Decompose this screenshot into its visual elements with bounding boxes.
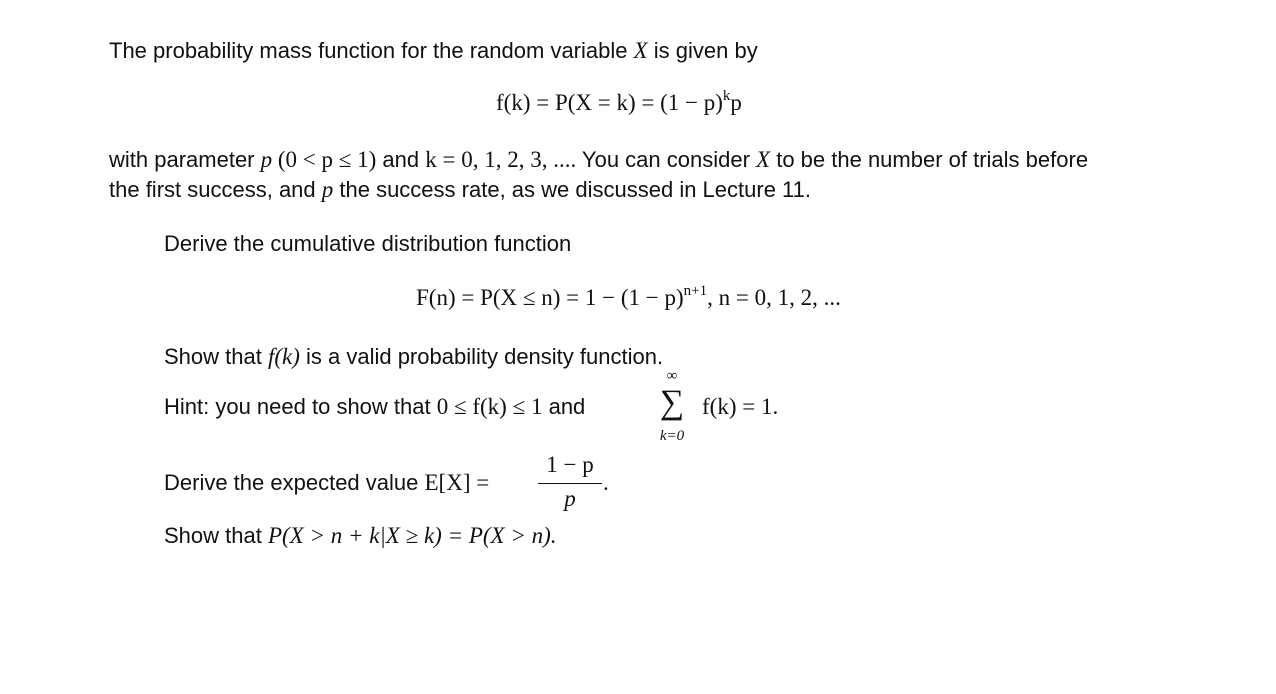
hint-line xyxy=(164,394,585,420)
parameters-line-2 xyxy=(109,177,811,203)
fraction-denominator: p xyxy=(564,486,576,511)
q3-period xyxy=(603,470,609,496)
variable-x-2: X xyxy=(756,147,771,172)
sum-upper-limit: ∞ xyxy=(666,368,678,384)
question-expected-value xyxy=(164,470,489,496)
k-values: k = 0, 1, 2, 3, .... xyxy=(425,147,577,172)
sum-rhs-text: f(k) = 1. xyxy=(702,394,779,419)
param-p: p xyxy=(260,147,273,172)
params2-text-a: the first success, and xyxy=(109,177,322,202)
param-condition: (0 < p ≤ 1) xyxy=(272,147,377,172)
pmf-equation xyxy=(496,90,742,116)
hint-inequality: 0 ≤ f(k) ≤ 1 xyxy=(436,394,543,419)
params-text-d: to be the number of trials before xyxy=(770,147,1089,172)
question-cdf-text: Derive the cumulative distribution function xyxy=(164,231,572,256)
pmf-tail: p xyxy=(730,90,742,115)
sum-symbol: ∑ xyxy=(659,384,685,421)
q3-text-a: Derive the expected value xyxy=(164,470,425,495)
intro-text xyxy=(109,38,758,64)
cdf-exponent: n+1 xyxy=(683,283,708,299)
params-text-a: with parameter xyxy=(109,147,261,172)
param-p-2: p xyxy=(321,177,334,202)
sum-lower-limit: k=0 xyxy=(659,428,685,444)
q2-f-of-k: f(k) xyxy=(267,344,300,369)
intro-text-b: is given by xyxy=(647,38,758,63)
params2-text-b: the success rate, as we discussed in Lecture 11. xyxy=(333,177,811,202)
q2-text-a: Show that xyxy=(164,344,268,369)
parameters-line-1 xyxy=(109,147,1088,173)
expected-value-lhs: E[X] = xyxy=(424,470,490,495)
q2-text-b: is a valid probability density function. xyxy=(299,344,664,369)
question-cdf xyxy=(164,231,571,257)
cdf-lhs: F(n) = P(X ≤ n) = 1 − (1 − p) xyxy=(416,285,684,310)
memoryless-expression: P(X > n + k|X ≥ k) = P(X > n). xyxy=(267,523,557,548)
hint-text-a: Hint: you need to show that xyxy=(164,394,437,419)
cdf-rhs: , n = 0, 1, 2, ... xyxy=(707,285,841,310)
hint-text-b: and xyxy=(542,394,586,419)
variable-x: X xyxy=(633,38,648,63)
question-memoryless xyxy=(164,523,557,549)
question-valid-pdf xyxy=(164,344,663,370)
params-text-c: You can consider xyxy=(576,147,757,172)
intro-text-a: The probability mass function for the random variable xyxy=(109,38,634,63)
cdf-equation xyxy=(416,285,841,311)
pmf-equation-body: f(k) = P(X = k) = (1 − p) xyxy=(496,90,723,115)
params-text-b: and xyxy=(376,147,426,172)
fraction-bar xyxy=(538,483,602,484)
pmf-exponent: k xyxy=(722,88,731,104)
q3-end: . xyxy=(603,470,609,495)
q4-text-a: Show that xyxy=(164,523,268,548)
fraction-numerator: 1 − p xyxy=(546,452,594,477)
hint-sum-rhs xyxy=(702,394,778,420)
